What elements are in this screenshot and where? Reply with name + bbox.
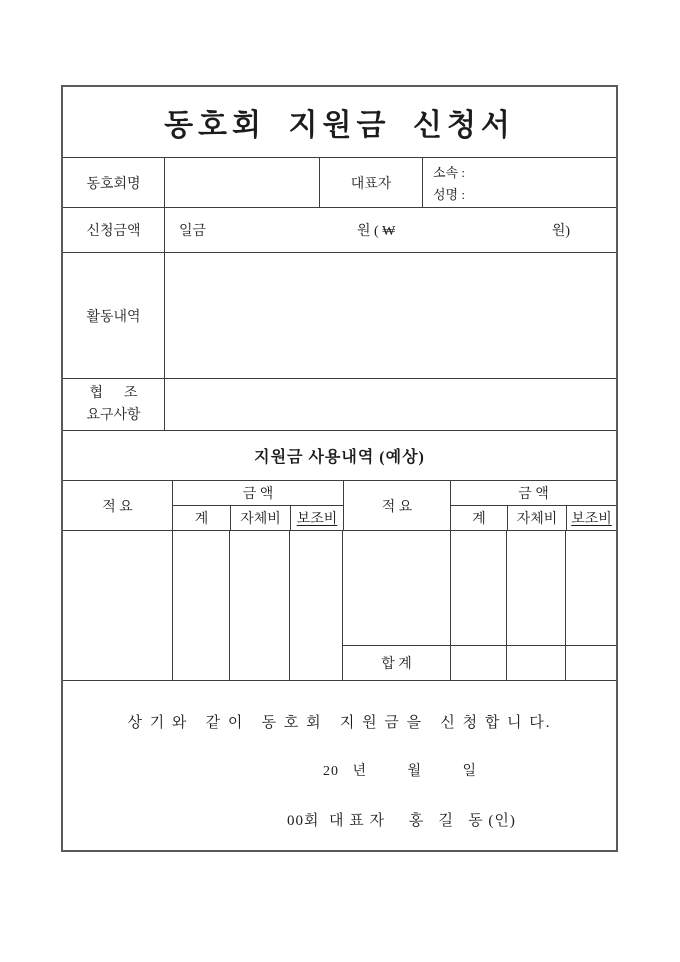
grand-total-label: 합 계 [381, 657, 412, 672]
date-line: 20 년 월 일 [323, 764, 478, 779]
usage-body-desc-cell-right[interactable] [343, 531, 450, 645]
cooperation-label [63, 379, 164, 430]
usage-body-sum-cell-left[interactable] [172, 531, 229, 680]
usage-subcol-self-left: 자체비 [230, 506, 290, 530]
representative-label: 대표자 [319, 158, 422, 207]
signature-line: 00회 대 표 자 홍 길 동 (인) [287, 813, 516, 829]
cooperation-label-line2: 요구사항 [86, 407, 141, 423]
title-row [63, 87, 616, 157]
amount-won-open-label: 원 ( ₩ [357, 224, 396, 239]
usage-amount-group-left [172, 481, 343, 530]
amount-row [63, 207, 616, 252]
usage-body-subsidy-cell-right[interactable] [565, 531, 616, 645]
usage-subcol-subsidy-left: 보조비 [290, 506, 343, 530]
usage-amount-header-right: 금 액 [518, 487, 549, 502]
cooperation-row [63, 378, 616, 430]
club-name-row [63, 157, 616, 207]
closing-statement: 상 기 와 같 이 동 호 회 지 원 금 을 신 청 합 니 다. [127, 715, 552, 731]
cooperation-label-line1: 협 조 [89, 385, 138, 401]
usage-body-right-top [343, 531, 616, 645]
amount-won-close-label: 원) [551, 224, 570, 239]
cooperation-input-cell[interactable] [164, 379, 616, 430]
usage-subcol-sum-right: 계 [472, 512, 486, 527]
affiliation-label: 소속 : [433, 165, 465, 180]
application-form-table [61, 85, 618, 852]
usage-subheader-left [173, 505, 343, 530]
usage-body-self-cell-right[interactable] [506, 531, 565, 645]
usage-subheader-right [451, 505, 616, 530]
amount-input-cell[interactable] [164, 208, 616, 252]
activity-label: 활동내역 [86, 309, 141, 325]
form-title: 동호회 지원금 신청서 [164, 109, 515, 142]
usage-desc-header-right: 적 요 [343, 481, 450, 530]
usage-section-title: 지원금 사용내역 (예상) [254, 449, 425, 466]
request-amount-label: 신청금액 [86, 224, 141, 239]
usage-subcol-self-right: 자체비 [507, 506, 566, 530]
amount-prefix-label: 일금 [179, 224, 207, 239]
usage-subcol-sum-left: 계 [194, 512, 209, 527]
usage-body-subsidy-cell-left[interactable] [289, 531, 342, 680]
grand-total-subsidy-cell[interactable] [565, 646, 616, 680]
usage-body-desc-cell-left[interactable] [63, 531, 172, 680]
grand-total-row [343, 645, 616, 680]
usage-body-sum-cell-right[interactable] [450, 531, 506, 645]
grand-total-sum-cell[interactable] [450, 646, 506, 680]
usage-subcol-subsidy-right: 보조비 [566, 506, 616, 530]
club-name-label: 동호회명 [86, 176, 141, 192]
usage-section-header-row [63, 430, 616, 480]
activity-input-cell[interactable] [164, 253, 616, 378]
footer-section [63, 680, 616, 850]
usage-desc-header-left: 적 요 [102, 499, 133, 515]
usage-body-right-group [342, 531, 616, 680]
usage-table-body-row [63, 530, 616, 680]
usage-amount-group-right [450, 481, 616, 530]
usage-table-header-row [63, 480, 616, 530]
member-name-label: 성명 : [433, 187, 465, 202]
usage-amount-header-left: 금 액 [242, 487, 274, 502]
grand-total-self-cell[interactable] [506, 646, 565, 680]
activity-row [63, 252, 616, 378]
usage-body-self-cell-left[interactable] [229, 531, 289, 680]
club-name-input-cell[interactable] [164, 158, 319, 207]
representative-info-cell[interactable] [422, 158, 616, 207]
